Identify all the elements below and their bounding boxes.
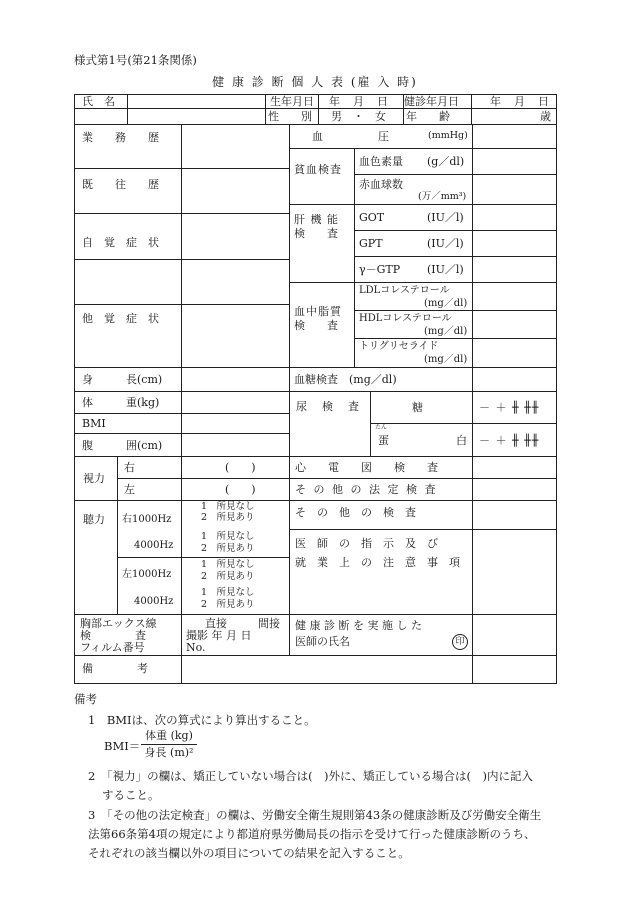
bmi-formula-numerator: 体重 (kg) <box>145 729 193 742</box>
rbc-unit: (万／mm³) <box>418 191 467 202</box>
lipid-label: 血中脂質 <box>294 305 342 318</box>
liver-label: 肝 機 能 <box>294 213 339 226</box>
birth-date-value: 年 月 日 <box>329 95 389 108</box>
protein-scale: － ＋ ╫ ╫╫ <box>479 434 540 447</box>
note-3-line-2: 法第66条第4項の規定により都道府県労働局長の指示を受けて行った健康診断のうち、 <box>88 827 536 841</box>
form-number: 様式第1号(第21条関係) <box>74 53 197 67</box>
triglyceride-unit: (mg／dl) <box>424 354 468 365</box>
implementing-doctor-label: 健 康 診 断 を 実 施 し た <box>295 619 422 632</box>
xray-direct: 直接 <box>205 617 227 630</box>
work-history-label: 業 務 歴 <box>82 131 159 144</box>
xray-label: 胸部エックス線 <box>80 617 157 630</box>
bmi-formula-lhs: BMI＝ <box>104 739 141 753</box>
sugar-scale: － ＋ ╫ ╫╫ <box>479 401 540 414</box>
birth-date-label: 生年月日 <box>270 95 314 108</box>
vision-left-paren: ( ) <box>225 483 256 496</box>
lipid-label-line2: 検 査 <box>294 319 338 332</box>
waist-label: 腹 囲(cm) <box>82 439 163 452</box>
seal-mark: 印 <box>452 634 468 650</box>
rbc-label: 赤血球数 <box>359 178 403 191</box>
vision-label: 視力 <box>83 472 105 485</box>
hearing-left-1000: 左1000Hz <box>122 569 172 580</box>
protein-label-1: 蛋 <box>378 434 389 447</box>
triglyceride-label: トリグリセライド <box>359 341 439 352</box>
blood-pressure-label: 血 圧 <box>312 130 389 143</box>
objective-symptoms-label: 他 覚 症 状 <box>82 312 159 325</box>
ldl-unit: (mg／dl) <box>424 298 468 309</box>
urine-sugar-label: 糖 <box>412 401 423 414</box>
xray-no: No. <box>186 641 206 654</box>
vision-right-label: 右 <box>124 461 135 474</box>
bmi-formula-denominator: 身長 (m)² <box>144 746 194 759</box>
ecg-label: 心 電 図 検 査 <box>295 461 438 474</box>
gpt-unit: (IU／l) <box>427 237 464 250</box>
other-legal-exam-label: そ の 他 の 法 定 検 査 <box>295 483 438 496</box>
implementing-doctor-label-line2: 医師の氏名 <box>295 635 350 648</box>
notes-heading: 備考 <box>74 692 97 706</box>
other-exam-label: そ の 他 の 検 査 <box>295 506 416 519</box>
note-2-line-1: 2 「視力」の欄は、矯正していない場合は( )外に、矯正している場合は( )内に記入 <box>88 769 534 783</box>
vision-right-paren: ( ) <box>225 461 256 474</box>
hearing-right-4000: 4000Hz <box>134 540 174 551</box>
note-1: 1 BMIは、次の算式により算出すること。 <box>88 713 316 727</box>
ldl-label: LDLコレステロール <box>359 285 450 296</box>
got-unit: (IU／l) <box>427 211 464 224</box>
protein-label-2: 白 <box>456 434 467 447</box>
vision-left-label: 左 <box>124 483 135 496</box>
hearing-l4000-opt1: 1 所見なし <box>201 587 255 598</box>
xray-indirect: 間接 <box>258 617 280 630</box>
anemia-label: 貧血検査 <box>294 163 342 176</box>
glucose-label: 血糖検査 (mg／dl) <box>294 373 397 386</box>
hemoglobin-unit: (g／dl) <box>427 155 465 168</box>
hemoglobin-label: 血色素量 <box>359 155 403 168</box>
gpt-label: GPT <box>359 237 383 250</box>
note-3-line-1: 3 「その他の法定検査」の欄は、労働安全衛生規則第43条の健康診断及び労働安全衛生 <box>88 808 542 822</box>
height-label: 身 長(cm) <box>82 373 163 386</box>
urine-label: 尿 検 査 <box>296 400 361 413</box>
form-title: 健 康 診 断 個 人 表 (雇 入 時) <box>212 75 418 89</box>
hearing-r4000-opt2: 2 所見あり <box>201 543 255 554</box>
bmi-label: BMI <box>82 417 106 430</box>
sex-value: 男 ・ 女 <box>331 110 386 123</box>
name-label: 氏 名 <box>82 95 115 108</box>
age-label: 年 齢 <box>406 110 450 123</box>
liver-label-line2: 検 査 <box>294 227 338 240</box>
weight-label: 体 重(kg) <box>82 396 160 409</box>
protein-ruby: たん <box>375 424 388 431</box>
exam-date-value: 年 月 日 <box>490 95 550 108</box>
note-3-line-3: それぞれの該当欄以外の項目についての結果を記入すること。 <box>88 846 410 860</box>
hearing-l1000-opt2: 2 所見あり <box>201 571 255 582</box>
hearing-l4000-opt2: 2 所見あり <box>201 599 255 610</box>
remarks-label: 備 考 <box>82 662 148 675</box>
exam-date-label: 健診年月日 <box>404 95 459 108</box>
sex-label: 性 別 <box>268 110 312 123</box>
hdl-label: HDLコレステロール <box>359 313 452 324</box>
doctor-instructions-label: 医 師 の 指 示 及 び <box>295 537 438 550</box>
xray-photo-date: 撮影 年 月 日 <box>186 629 252 642</box>
blood-pressure-unit: (mmHg) <box>428 130 468 141</box>
past-history-label: 既 往 歴 <box>82 178 159 191</box>
hearing-l1000-opt1: 1 所見なし <box>201 559 255 570</box>
film-number-label: フィルム番号 <box>80 641 145 654</box>
hearing-r1000-opt1: 1 所見なし <box>201 501 255 512</box>
ggtp-label: γ－GTP <box>359 263 401 276</box>
hearing-label: 聴力 <box>83 513 105 526</box>
hdl-unit: (mg／dl) <box>424 326 468 337</box>
ggtp-unit: (IU／l) <box>427 263 464 276</box>
hearing-r4000-opt1: 1 所見なし <box>201 531 255 542</box>
doctor-instructions-label-line2: 就 業 上 の 注 意 事 項 <box>295 556 460 569</box>
note-2-line-2: すること。 <box>102 788 160 802</box>
subjective-symptoms-label: 自 覚 症 状 <box>82 236 159 249</box>
hearing-left-4000: 4000Hz <box>134 596 174 607</box>
got-label: GOT <box>359 211 385 224</box>
xray-label-line2: 検 査 <box>80 629 146 642</box>
hearing-right-1000: 右1000Hz <box>122 514 172 525</box>
hearing-r1000-opt2: 2 所見あり <box>201 512 255 523</box>
age-unit: 歳 <box>540 110 551 123</box>
bmi-formula-fraction-bar <box>141 744 197 745</box>
